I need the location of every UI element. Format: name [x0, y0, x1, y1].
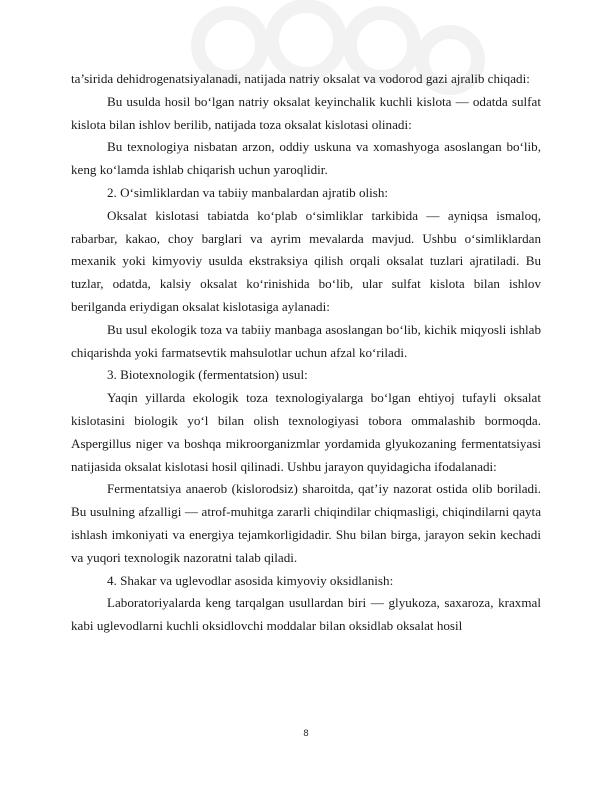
paragraph-3: Bu texnologiya nisbatan arzon, oddiy uskuna va xomashyoga asoslangan bo‘lib, keng ko‘lamda ishlab chiqarish uchun yaroqlidir.: [71, 139, 541, 178]
section-heading-3: 3. Biotexnologik (fermentatsion) usul:: [107, 367, 308, 383]
paragraph-8: Laboratoriyalarda keng tarqalgan usullardan biri — glyukoza, saxaroza, kraxmal kabi uglevodlarni kuchli oksidlovchi moddalar bilan oksidlab oksalat hosil: [71, 595, 541, 634]
paragraph-1: ta’sirida dehidrogenatsiyalanadi, natijada natriy oksalat va vodorod gazi ajralib chiqadi:: [71, 71, 530, 86]
document-body: [71, 68, 541, 638]
paragraph-7: Fermentatsiya anaerob (kislorodsiz) sharoitda, qat’iy nazorat ostida olib boriladi. Bu usulning afzalligi — atrof-muhitga zararli chiqindilar chiqmasligi, chiqindilarni qayta ishlash imkoniyati va energiya tejamkorligidadir. Shu bilan birga, jarayon sekin kechadi va yuqori texnologik nazoratni talab qiladi.: [71, 481, 541, 565]
paragraph-6: Yaqin yillarda ekologik toza texnologiyalarga bo‘lgan ehtiyoj tufayli oksalat kislotasini biologik yo‘l bilan olish texnologiyasi tobora ommalashib bormoqda. Aspergillus niger va boshqa mikroorganizmlar yordamida glyukozaning fermentatsiyasi natijasida oksalat kislotasi hosil qilinadi. Ushbu jarayon quyidagicha ifodalanadi:: [71, 390, 541, 474]
paragraph-2: Bu usulda hosil bo‘lgan natriy oksalat keyinchalik kuchli kislota — odatda sulfat kislota bilan ishlov berilib, natijada toza oksalat kislotasi olinadi:: [71, 93, 541, 132]
paragraph-4: Oksalat kislotasi tabiatda ko‘plab o‘simliklar tarkibida — ayniqsa ismaloq, rabarbar, kakao, choy barglari va ayrim mevalarda mavjud. Ushbu o‘simliklardan mexanik yoki kimyoviy usulda ekstraksiya qilish orqali oksalat tuzlari ajratiladi. Bu tuzlar, odatda, kalsiy oksalat ko‘rinishida bo‘lib, ular sulfat kislota bilan ishlov berilganda eriydigan oksalat kislotasiga aylanadi:: [71, 207, 541, 314]
paragraph-5: Bu usul ekologik toza va tabiiy manbaga asoslangan bo‘lib, kichik miqyosli ishlab chiqarishda yoki farmatsevtik mahsulotlar uchun afzal ko‘riladi.: [71, 321, 541, 360]
page-number: 8: [303, 729, 309, 739]
section-heading-2: 2. O‘simliklardan va tabiiy manbalardan ajratib olish:: [107, 184, 389, 200]
section-heading-4: 4. Shakar va uglevodlar asosida kimyoviy oksidlanish:: [107, 572, 394, 588]
